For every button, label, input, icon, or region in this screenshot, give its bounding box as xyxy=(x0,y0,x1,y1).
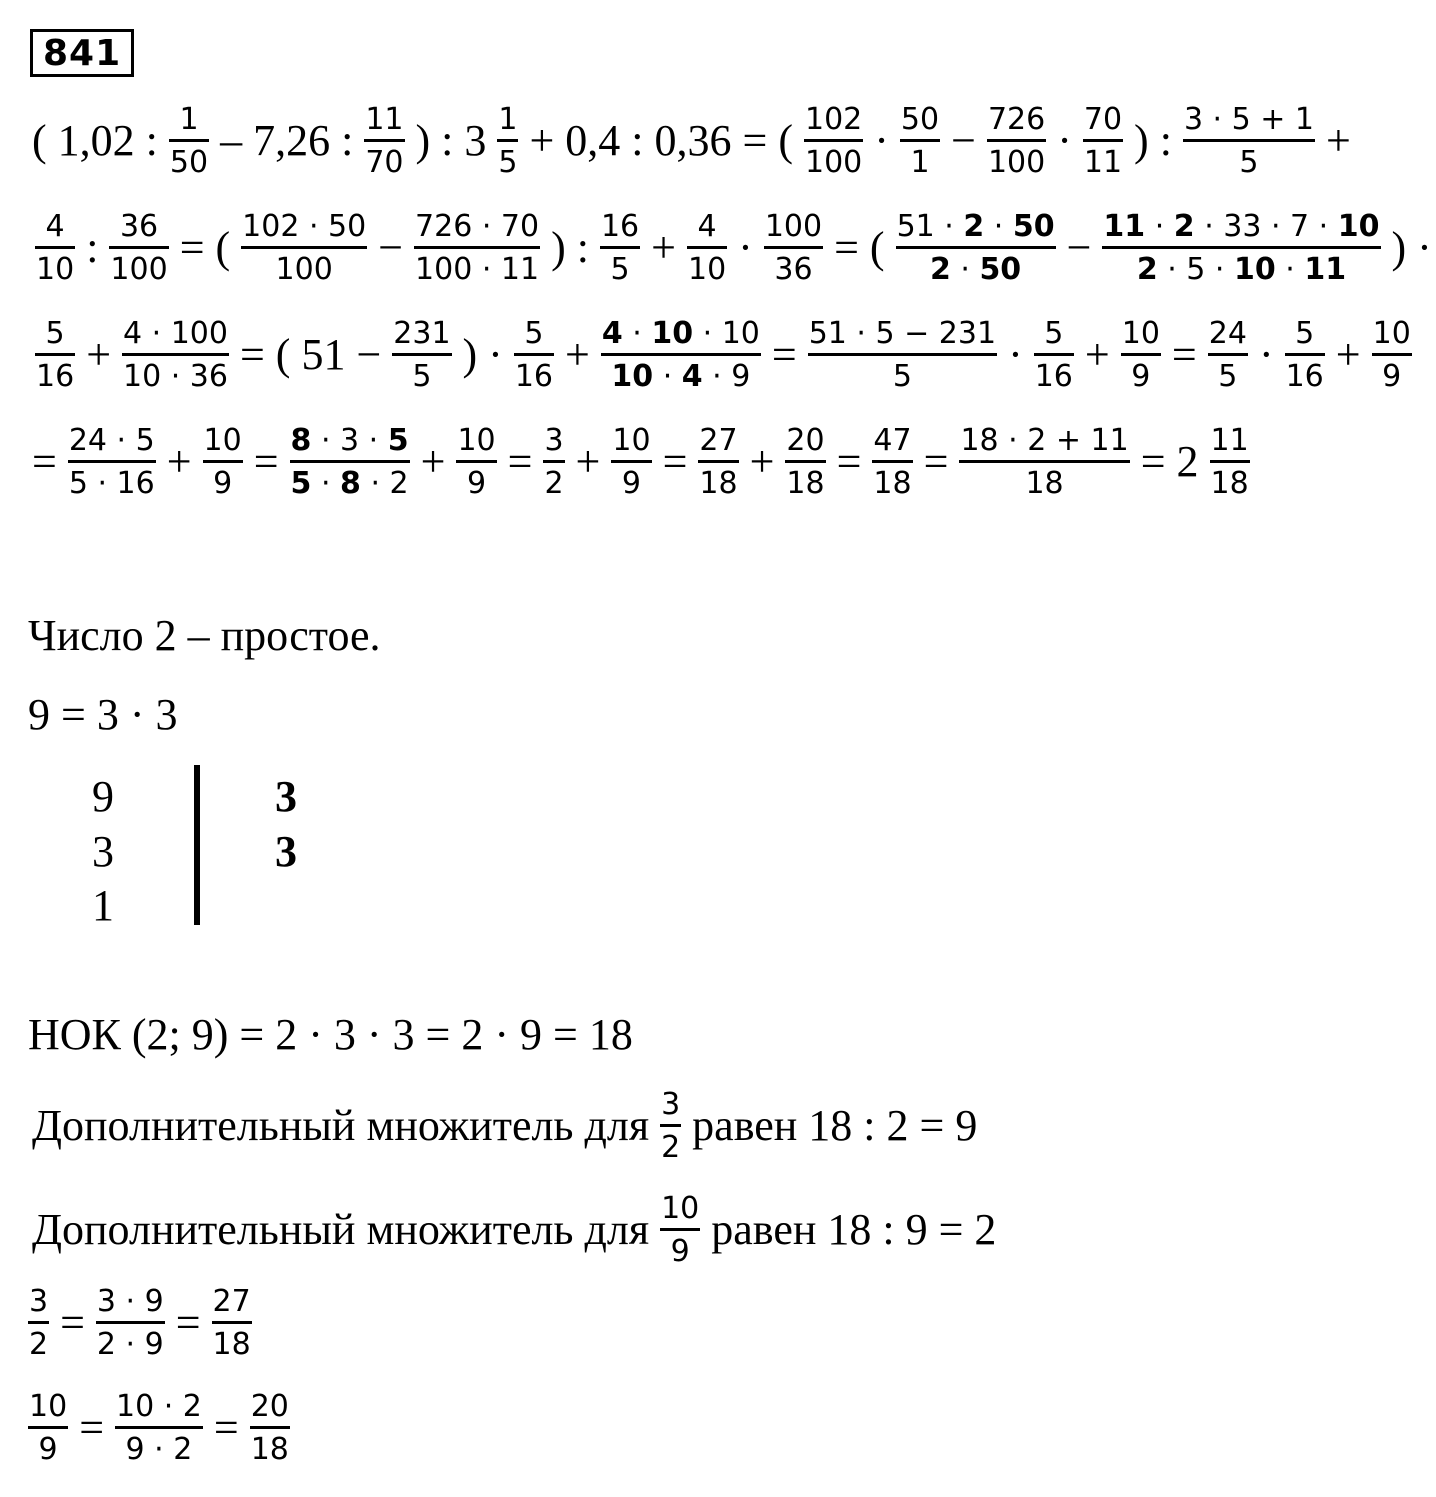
token: + xyxy=(86,330,112,379)
fraction xyxy=(1372,316,1412,395)
numerator: 100 xyxy=(764,208,823,244)
denominator: 10 · 36 xyxy=(123,359,228,394)
fraction xyxy=(785,423,825,502)
dividend-value: 1 xyxy=(92,881,114,930)
token: = xyxy=(771,330,797,379)
denominator xyxy=(290,466,410,501)
fraction xyxy=(900,102,940,181)
denominator: 50 xyxy=(169,145,209,180)
denominator: 5 xyxy=(412,359,432,394)
numerator: 3 xyxy=(661,1086,681,1122)
numerator: 70 xyxy=(1083,101,1123,137)
token: ) : xyxy=(1134,116,1172,165)
numerator: 11 xyxy=(365,101,404,137)
fraction xyxy=(601,316,761,395)
denominator: 2 xyxy=(29,1327,49,1362)
denominator: 16 xyxy=(36,359,75,394)
token: ( 1,02 : xyxy=(32,116,158,165)
fraction xyxy=(660,1087,681,1166)
lcm-line: НОК (2; 9) = 2 · 3 · 3 = 2 · 9 = 18 xyxy=(28,1009,633,1059)
denominator: 1 xyxy=(910,145,930,180)
numerator: 4 · 100 xyxy=(123,315,228,351)
den-part: · xyxy=(653,359,682,394)
num-part: · 3 · xyxy=(311,422,388,458)
fraction xyxy=(68,423,156,502)
token: + xyxy=(1326,116,1351,165)
fraction xyxy=(109,209,168,288)
numerator: 5 xyxy=(45,315,65,351)
expression-line-1 xyxy=(28,91,1355,191)
factor-equation: 9 = 3 · 3 xyxy=(28,689,178,739)
denominator: 9 · 2 xyxy=(125,1432,193,1467)
token: ) : 3 xyxy=(415,116,487,165)
multiplier-line-2 xyxy=(28,1180,1000,1280)
numerator: 11 xyxy=(1210,422,1249,458)
denominator: 100 xyxy=(805,145,863,180)
num-part: · xyxy=(622,315,652,351)
numerator: 5 xyxy=(1044,315,1064,351)
numerator: 27 xyxy=(212,1283,251,1319)
denominator: 36 xyxy=(774,252,813,287)
multiplier-line-1 xyxy=(28,1076,981,1176)
numerator: 102 xyxy=(805,101,863,137)
fraction xyxy=(122,316,229,395)
token: = xyxy=(175,1298,201,1347)
numerator: 1 xyxy=(179,101,199,137)
numerator xyxy=(1102,209,1380,244)
numerator: 231 xyxy=(393,315,451,351)
dividend-value: 9 xyxy=(92,772,114,821)
den-part: · xyxy=(950,252,980,287)
token: − xyxy=(1066,223,1092,272)
token: · xyxy=(738,223,753,272)
fraction xyxy=(872,423,912,502)
den-part: 11 xyxy=(1304,252,1347,287)
token: = ( xyxy=(834,223,885,272)
token: − xyxy=(378,223,404,272)
denominator: 18 xyxy=(212,1327,251,1362)
denominator: 5 xyxy=(1239,145,1259,180)
numerator: 5 xyxy=(524,315,544,351)
expression-line-2 xyxy=(28,198,1436,298)
token: = xyxy=(923,437,949,486)
prime-note: Число 2 – простое. xyxy=(28,610,381,660)
denominator: 100 xyxy=(987,145,1046,180)
numerator: 4 xyxy=(697,208,717,244)
token: = xyxy=(32,437,57,486)
divider-line xyxy=(194,765,200,925)
token: + xyxy=(749,437,775,486)
multiplier-text: Дополнительный множитель для xyxy=(32,1205,650,1254)
fraction xyxy=(35,316,75,395)
numerator: 51 · 5 − 231 xyxy=(808,315,997,351)
token: · xyxy=(1057,116,1072,165)
num-part: 10 xyxy=(1337,208,1380,244)
num-part: · xyxy=(934,208,964,244)
numerator: 47 xyxy=(873,422,912,458)
numerator: 24 · 5 xyxy=(68,422,155,458)
equation-line-2 xyxy=(28,1378,297,1478)
denominator: 10 xyxy=(36,252,75,287)
multiplier-rest: равен 18 : 2 = 9 xyxy=(692,1101,978,1150)
numerator: 10 · 2 xyxy=(116,1388,202,1424)
denominator: 9 xyxy=(213,466,233,501)
denominator: 2 xyxy=(544,466,564,501)
token: ) · xyxy=(462,330,503,379)
num-part: · xyxy=(1145,208,1174,244)
token: = xyxy=(213,1403,239,1452)
token: · xyxy=(874,116,889,165)
numerator: 10 xyxy=(1121,315,1160,351)
den-part: · 2 xyxy=(360,466,409,501)
fraction xyxy=(414,209,540,288)
denominator: 5 xyxy=(892,359,912,394)
fraction xyxy=(241,209,367,288)
fraction xyxy=(987,102,1046,181)
token: = ( 51 − xyxy=(239,330,382,379)
token: – 7,26 : xyxy=(220,116,354,165)
token: = xyxy=(1171,330,1197,379)
denominator: 9 xyxy=(621,466,642,501)
denominator: 100 · 11 xyxy=(415,252,540,287)
fraction xyxy=(169,102,209,181)
num-part: 2 xyxy=(1173,208,1195,244)
fraction xyxy=(764,209,823,288)
num-part: 2 xyxy=(963,208,985,244)
fraction xyxy=(35,209,75,288)
dividend-value: 3 xyxy=(92,827,114,876)
denominator xyxy=(1136,252,1347,287)
token: = ( xyxy=(179,223,231,272)
numerator: 3 · 5 + 1 xyxy=(1183,101,1315,137)
numerator: 726 · 70 xyxy=(415,208,540,244)
token: + xyxy=(166,437,192,486)
denominator: 9 xyxy=(466,466,487,501)
denominator: 5 · 16 xyxy=(68,466,155,501)
denominator: 18 xyxy=(1210,466,1249,501)
fraction xyxy=(896,209,1056,288)
den-part: · xyxy=(1275,252,1305,287)
numerator: 20 xyxy=(786,422,825,458)
num-part: · xyxy=(984,208,1013,244)
token: = xyxy=(662,437,688,486)
fraction xyxy=(115,1389,203,1468)
num-part: · 33 · 7 · xyxy=(1194,208,1338,244)
num-part: 4 xyxy=(601,315,623,351)
factorization-table xyxy=(80,765,340,930)
fraction xyxy=(959,423,1129,502)
num-part: 51 xyxy=(896,208,935,244)
num-part: 10 xyxy=(651,315,694,351)
denominator: 2 xyxy=(661,1130,681,1165)
denominator: 2 · 9 xyxy=(96,1327,164,1362)
numerator xyxy=(601,316,761,351)
denominator: 16 xyxy=(1034,359,1073,394)
fraction xyxy=(600,209,640,288)
fraction xyxy=(1183,102,1315,181)
expression-line-3 xyxy=(28,305,1419,405)
fraction xyxy=(611,423,651,502)
num-part: 11 xyxy=(1103,208,1146,244)
denominator: 18 xyxy=(873,466,912,501)
fraction xyxy=(1285,316,1325,395)
numerator: 3 xyxy=(29,1283,49,1319)
den-part: 2 xyxy=(929,252,951,287)
denominator: 18 xyxy=(250,1432,289,1467)
numerator: 10 xyxy=(29,1388,68,1424)
fraction xyxy=(514,316,554,395)
numerator xyxy=(290,423,410,458)
fraction xyxy=(250,1389,290,1468)
fraction xyxy=(698,423,738,502)
token: · xyxy=(1008,330,1023,379)
fraction xyxy=(1034,316,1074,395)
numerator: 1 xyxy=(498,101,518,137)
denominator: 5 xyxy=(498,145,518,180)
fraction xyxy=(290,423,410,502)
fraction xyxy=(28,1389,68,1468)
fraction xyxy=(96,1284,165,1363)
numerator: 16 xyxy=(600,208,640,244)
numerator: 24 xyxy=(1208,315,1247,351)
denominator: 11 xyxy=(1083,145,1123,180)
den-part: · xyxy=(311,466,341,501)
denominator: 9 xyxy=(1382,359,1402,394)
den-part: 8 xyxy=(340,466,361,501)
numerator: 20 xyxy=(250,1388,289,1424)
numerator: 10 xyxy=(612,422,651,458)
fraction xyxy=(1210,423,1250,502)
expression-line-4 xyxy=(28,412,1257,512)
token: · xyxy=(1258,330,1274,379)
denominator: 18 xyxy=(699,466,738,501)
den-part: 10 xyxy=(1234,252,1276,287)
numerator: 18 · 2 + 11 xyxy=(960,422,1129,458)
fraction xyxy=(687,209,727,288)
token: ) : xyxy=(551,223,589,272)
numerator: 10 xyxy=(1372,315,1411,351)
denominator: 9 xyxy=(670,1234,690,1269)
token: ) · xyxy=(1391,223,1432,272)
token: : xyxy=(86,223,99,272)
token: + xyxy=(651,223,676,272)
denominator xyxy=(610,359,751,394)
equation-line-1 xyxy=(28,1273,259,1373)
token: + 0,4 : 0,36 = ( xyxy=(529,116,793,165)
token: + xyxy=(1084,330,1110,379)
multiplier-text: Дополнительный множитель для xyxy=(32,1101,650,1150)
token: + xyxy=(565,330,590,379)
token: = xyxy=(79,1403,105,1452)
denominator: 10 xyxy=(687,252,727,287)
denominator: 100 xyxy=(275,252,333,287)
denominator: 18 xyxy=(786,466,825,501)
num-part: 50 xyxy=(1012,208,1055,244)
token: + xyxy=(1335,330,1361,379)
num-part: 5 xyxy=(387,422,409,458)
prime-factor: 3 xyxy=(275,772,297,821)
den-part: · 9 xyxy=(702,359,751,394)
numerator: 4 xyxy=(45,208,65,244)
numerator: 10 xyxy=(661,1190,700,1226)
denominator: 5 xyxy=(610,252,630,287)
denominator xyxy=(929,252,1022,287)
denominator: 16 xyxy=(514,359,554,394)
den-part: 4 xyxy=(681,359,703,394)
denominator: 9 xyxy=(38,1432,58,1467)
token: = xyxy=(253,437,279,486)
fraction xyxy=(1208,316,1248,395)
token: = xyxy=(60,1298,85,1347)
token: − xyxy=(951,116,976,165)
numerator: 50 xyxy=(900,101,940,137)
denominator: 9 xyxy=(1131,359,1151,394)
token: + xyxy=(420,437,446,486)
numerator xyxy=(896,209,1056,244)
multiplier-rest: равен 18 : 9 = 2 xyxy=(711,1205,997,1254)
den-part: · 5 · xyxy=(1157,252,1234,287)
denominator: 100 xyxy=(110,252,168,287)
token: = 2 xyxy=(1140,437,1199,486)
numerator: 10 xyxy=(203,422,242,458)
numerator: 27 xyxy=(699,422,738,458)
fraction xyxy=(1121,316,1161,395)
den-part: 2 xyxy=(1136,252,1158,287)
fraction xyxy=(364,102,404,181)
token: = xyxy=(836,437,862,486)
numerator: 3 xyxy=(544,422,564,458)
fraction xyxy=(543,423,564,502)
denominator: 70 xyxy=(365,145,404,180)
numerator: 10 xyxy=(457,422,496,458)
prime-factor: 3 xyxy=(275,827,297,876)
numerator: 36 xyxy=(119,208,159,244)
problem-number: 841 xyxy=(30,29,134,77)
numerator: 5 xyxy=(1295,315,1315,351)
den-part: 50 xyxy=(979,252,1022,287)
fraction xyxy=(203,423,243,502)
fraction xyxy=(212,1284,252,1363)
fraction xyxy=(1102,209,1380,288)
num-part: · 10 xyxy=(693,315,760,351)
numerator: 102 · 50 xyxy=(242,208,367,244)
fraction xyxy=(808,316,997,395)
numerator: 726 xyxy=(987,101,1046,137)
fraction xyxy=(660,1191,700,1270)
den-part: 10 xyxy=(611,359,654,394)
denominator: 16 xyxy=(1285,359,1324,394)
token: + xyxy=(575,437,601,486)
fraction xyxy=(804,102,863,181)
fraction xyxy=(392,316,451,395)
denominator: 18 xyxy=(1025,466,1064,501)
fraction xyxy=(1083,102,1123,181)
num-part: 8 xyxy=(290,422,312,458)
fraction xyxy=(28,1284,49,1363)
fraction xyxy=(456,423,496,502)
fraction xyxy=(497,102,518,181)
den-part: 5 xyxy=(290,466,312,501)
token: = xyxy=(507,437,533,486)
denominator: 5 xyxy=(1218,359,1238,394)
numerator: 3 · 9 xyxy=(96,1283,164,1319)
